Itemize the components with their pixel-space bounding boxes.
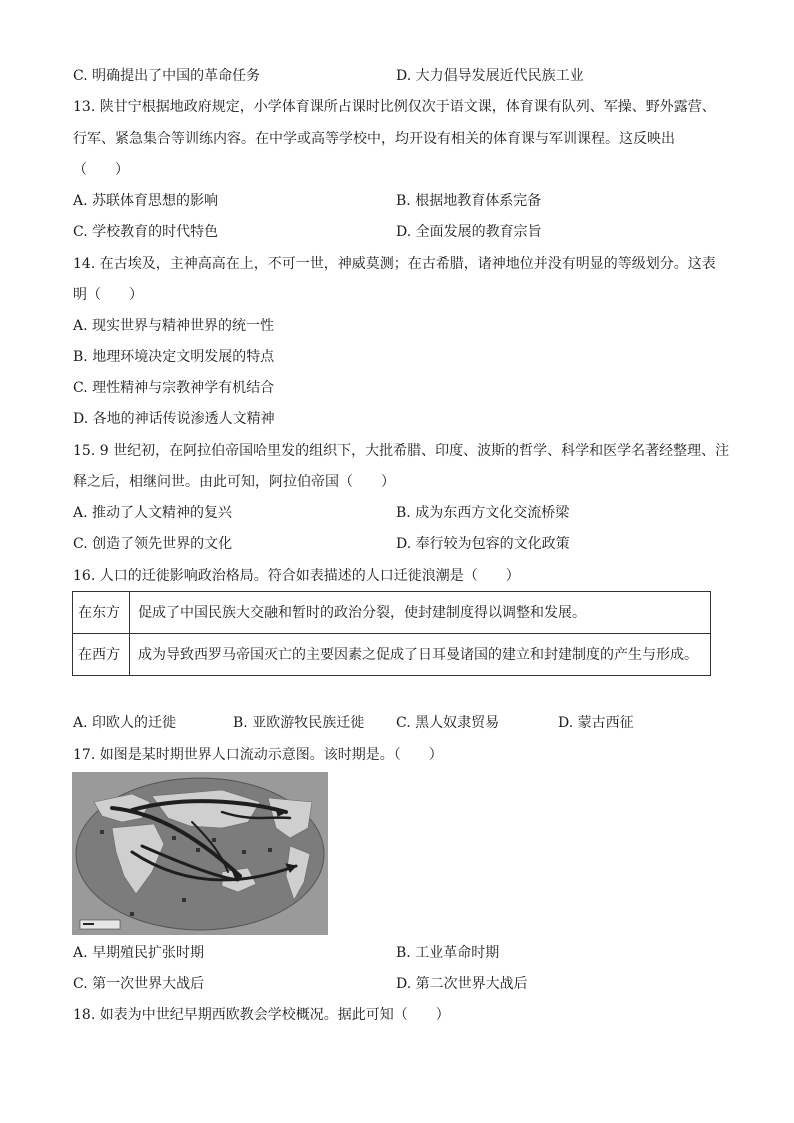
q13-stem-line2: 行军、紧急集合等训练内容。在中学或高等学校中，均开设有相关的体育课与军训课程。这反映出 xyxy=(73,131,675,147)
table-cell-text: 促成了中国民族大交融和暂时的政治分裂，使封建制度得以调整和发展。 xyxy=(130,592,711,634)
q17-option-b[interactable]: B. 工业革命时期 xyxy=(396,945,500,961)
q17-options-ab xyxy=(73,943,713,963)
table-cell-text: 成为导致西罗马帝国灭亡的主要因素之促成了日耳曼诸国的建立和封建制度的产生与形成。 xyxy=(130,634,711,676)
q17-stem: 17. 如图是某时期世界人口流动示意图。该时期是。（ ） xyxy=(73,747,443,763)
q16-migration-table xyxy=(72,591,711,676)
q13-options-ab xyxy=(73,191,713,211)
q14-option-c[interactable]: C. 理性精神与宗教神学有机结合 xyxy=(73,380,275,396)
q14-stem-line2: 明（ ） xyxy=(73,287,143,303)
q16-option-b[interactable]: B. 亚欧游牧民族迁徙 xyxy=(233,715,365,731)
q17-option-d[interactable]: D. 第二次世界大战后 xyxy=(396,976,528,992)
q16-stem: 16. 人口的迁徙影响政治格局。符合如表描述的人口迁徙浪潮是（ ） xyxy=(73,568,520,584)
table-row xyxy=(73,634,711,676)
table-row xyxy=(73,592,711,634)
q15-stem-line1: 15. 9 世纪初，在阿拉伯帝国哈里发的组织下，大批希腊、印度、波斯的哲学、科学和医学名著经整理、注 xyxy=(73,443,730,459)
q14-option-d[interactable]: D. 各地的神话传说渗透人文精神 xyxy=(73,411,275,427)
q15-stem-line2: 释之后，相继问世。由此可知，阿拉伯帝国（ ） xyxy=(73,474,395,490)
q13-options-cd xyxy=(73,222,713,242)
q15-options-cd xyxy=(73,534,713,554)
q15-option-b[interactable]: B. 成为东西方文化交流桥梁 xyxy=(396,505,570,521)
q16-option-c[interactable]: C. 黑人奴隶贸易 xyxy=(396,715,500,731)
q14-option-a[interactable]: A. 现实世界与精神世界的统一性 xyxy=(73,318,275,334)
q13-stem-line1: 13. 陕甘宁根据地政府规定，小学体育课所占课时比例仅次于语文课，体育课有队列、军操、野外露营、 xyxy=(73,99,716,115)
q12-option-d[interactable]: D. 大力倡导发展近代民族工业 xyxy=(396,68,584,84)
world-migration-map xyxy=(72,772,328,935)
world-map-image xyxy=(72,772,328,935)
q14-option-b[interactable]: B. 地理环境决定文明发展的特点 xyxy=(73,349,275,365)
q18-stem: 18. 如表为中世纪早期西欧教会学校概况。据此可知（ ） xyxy=(73,1007,450,1023)
q13-option-b[interactable]: B. 根据地教育体系完备 xyxy=(396,193,542,209)
q14-stem-line1: 14. 在古埃及，主神高高在上，不可一世，神威莫测；在古希腊，诸神地位并没有明显的等级划分。这表 xyxy=(73,256,716,272)
q16-options xyxy=(73,713,713,733)
q15-option-c[interactable]: C. 创造了领先世界的文化 xyxy=(73,536,233,552)
q15-option-a[interactable]: A. 推动了人文精神的复兴 xyxy=(73,505,233,521)
q13-answer-blank: （ ） xyxy=(73,162,129,178)
q15-option-d[interactable]: D. 奉行较为包容的文化政策 xyxy=(396,536,570,552)
q13-option-a[interactable]: A. 苏联体育思想的影响 xyxy=(73,193,219,209)
q13-option-d[interactable]: D. 全面发展的教育宗旨 xyxy=(396,224,542,240)
q16-option-d[interactable]: D. 蒙古西征 xyxy=(558,715,634,731)
table-cell-label: 在西方 xyxy=(73,634,130,676)
q16-option-a[interactable]: A. 印欧人的迁徙 xyxy=(73,715,177,731)
q13-option-c[interactable]: C. 学校教育的时代特色 xyxy=(73,224,219,240)
q17-option-c[interactable]: C. 第一次世界大战后 xyxy=(73,976,205,992)
q17-option-a[interactable]: A. 早期殖民扩张时期 xyxy=(73,945,205,961)
q12-options-cd xyxy=(73,66,713,86)
q15-options-ab xyxy=(73,503,713,523)
q17-options-cd xyxy=(73,974,713,994)
table-cell-label: 在东方 xyxy=(73,592,130,634)
q12-option-c[interactable]: C. 明确提出了中国的革命任务 xyxy=(73,68,261,84)
